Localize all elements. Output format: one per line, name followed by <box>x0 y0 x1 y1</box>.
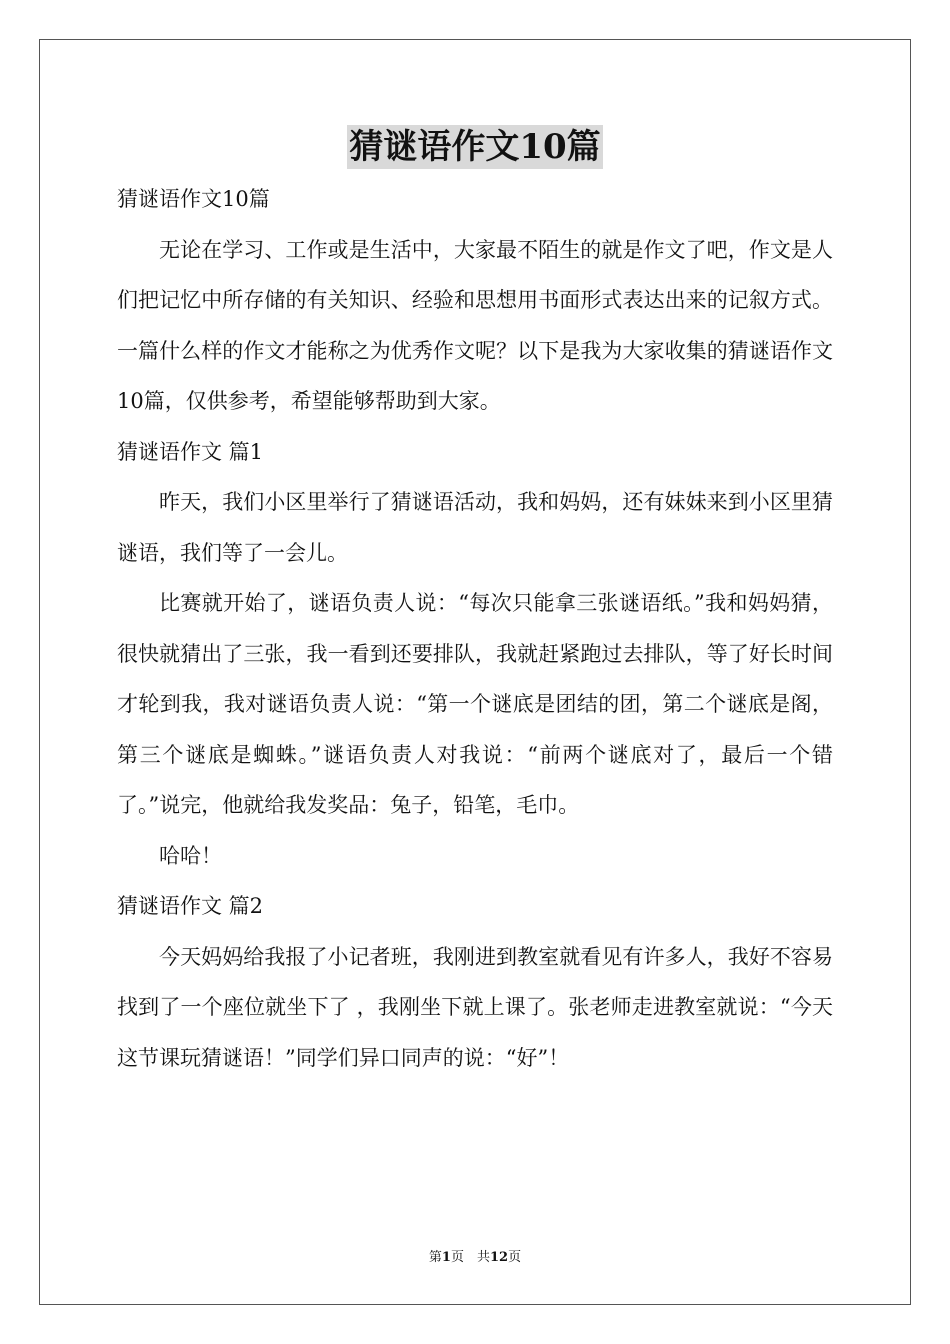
section-1-paragraph-2: 比赛就开始了，谜语负责人说：“每次只能拿三张谜语纸。”我和妈妈猜，很快就猜出了三张，我一看到还要排队，我就赶紧跑过去排队，等了好长时间才轮到我，我对谜语负责人说：“第一个谜底是团结的团，第二个谜底是阁，第三个谜底是蜘蛛。”谜语负责人对我说：“前两个谜底对了，最后一个错了。”说完，他就给我发奖品：兔子，铅笔，毛巾。 <box>117 591 833 817</box>
section-2-paragraph-1: 今天妈妈给我报了小记者班，我刚进到教室就看见有许多人，我好不容易找到了一个座位就坐下了 ，我刚坐下就上课了。张老师走进教室就说：“今天这节课玩猜谜语！”同学们异口同声的说：“好”！ <box>117 944 833 1070</box>
footer-suffix: 页 <box>508 1250 522 1265</box>
section-1-heading: 猜谜语作文 篇1 <box>117 439 264 464</box>
section-1-paragraph-3: 哈哈！ <box>159 843 222 868</box>
document-title <box>0 125 950 169</box>
document-body <box>117 174 833 1083</box>
section-2-heading: 猜谜语作文 篇2 <box>117 894 264 918</box>
footer-prefix: 第 <box>428 1250 442 1265</box>
footer-page-number: 1 <box>441 1250 451 1265</box>
footer-total-pages: 12 <box>489 1250 509 1265</box>
section-1-paragraph-1: 昨天，我们小区里举行了猜谜语活动，我和妈妈，还有妹妹来到小区里猜谜语，我们等了一会儿。 <box>117 490 833 565</box>
subtitle: 猜谜语作文10篇 <box>117 187 270 211</box>
page-footer <box>0 1246 950 1265</box>
intro-paragraph: 无论在学习、工作或是生活中，大家最不陌生的就是作文了吧，作文是人们把记忆中所存储的有关知识、经验和思想用书面形式表达出来的记叙方式。一篇什么样的作文才能称之为优秀作文呢？以下是我为大家收集的猜谜语作文10篇，仅供参考，希望能够帮助到大家。 <box>117 237 833 413</box>
footer-mid: 页 共 <box>450 1250 490 1265</box>
document-title-text: 猜谜语作文10篇 <box>349 127 601 167</box>
